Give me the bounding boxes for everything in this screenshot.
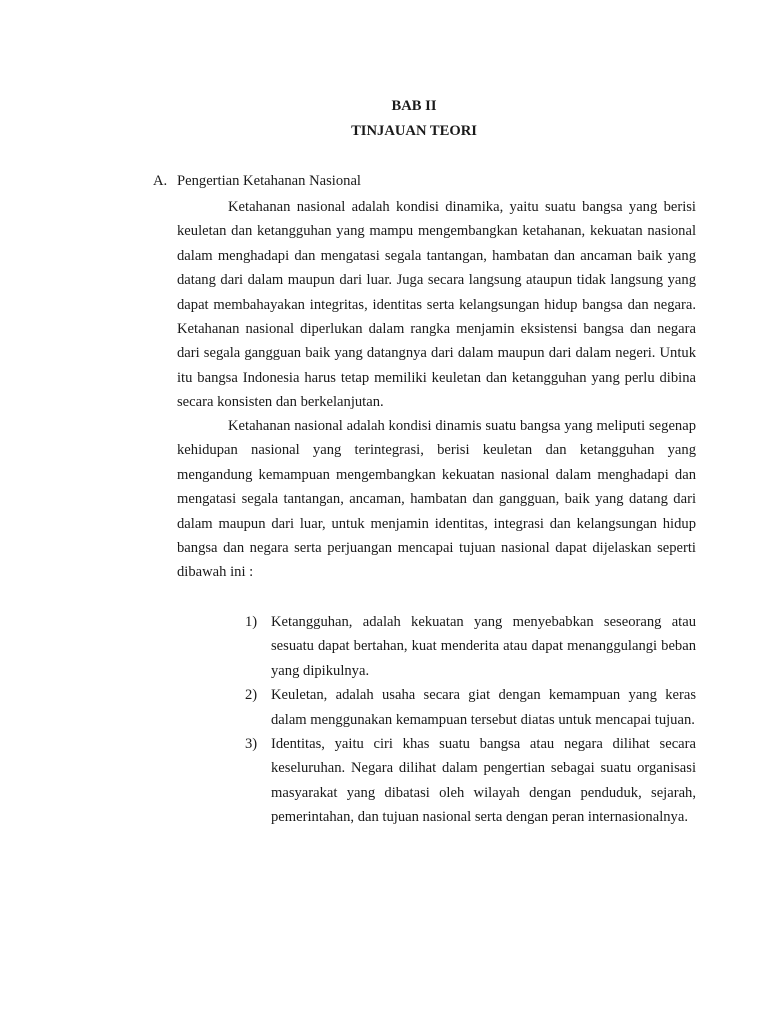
list-marker: 1) (245, 614, 258, 630)
paragraph-1: Ketahanan nasional adalah kondisi dinamika, yaitu suatu bangsa yang berisi keuletan dan ketangguhan yang mampu mengembangkan ketahanan, kekuatan nasional dalam menghadapi dan mengatasi segala tantangan, hambatan dan ancaman baik yang datang dari dalam maupun dari luar. Juga secara langsung ataupun tidak langsung yang dapat membahayakan integritas, identitas serta kelangsungan hidup bangsa dan negara. Ketahanan nasional diperlukan dalam rangka menjamin eksistensi bangsa dan negara dari segala gangguan baik yang datangnya dari dalam maupun dari dalam negeri. Untuk itu bangsa Indonesia harus tetap memiliki keuletan dan ketangguhan yang perlu dibina secara konsisten dan berkelanjutan. (177, 199, 696, 411)
chapter-title: TINJAUAN TEORI (351, 123, 477, 139)
section-letter: A. (153, 173, 168, 189)
paragraph-2: Ketahanan nasional adalah kondisi dinamis suatu bangsa yang meliputi segenap kehidupan nasional yang terintegrasi, berisi keuletan dan ketangguhan yang mengandung kemampuan mengembangkan kekuatan nasional dalam menghadapi dan mengatasi segala tantangan, ancaman, hambatan dan gangguan, baik yang datang dari dalam maupun dari luar, untuk menjamin identitas, integrasi dan kelangsungan hidup bangsa dan negara serta perjuangan mencapai tujuan nasional dapat dijelaskan seperti dibawah ini : (177, 418, 696, 581)
list-item (0, 610, 696, 683)
list-item (0, 683, 696, 732)
list-item (0, 732, 696, 830)
list-marker: 3) (245, 736, 258, 753)
section-heading (153, 172, 361, 190)
list-item-text: Keuletan, adalah usaha secara giat dengan kemampuan yang keras dalam menggunakan kemampuan tersebut diatas untuk mencapai tujuan. (271, 687, 696, 728)
numbered-list (0, 610, 696, 830)
list-item-text: Ketangguhan, adalah kekuatan yang menyebabkan seseorang atau sesuatu dapat bertahan, kuat menderita atau dapat menanggulangi beban yang dipikulnya. (271, 614, 696, 679)
section-title: Pengertian Ketahanan Nasional (177, 173, 361, 189)
chapter-number: BAB II (391, 98, 437, 114)
list-marker: 2) (245, 687, 258, 704)
list-item-text: Identitas, yaitu ciri khas suatu bangsa atau negara dilihat secara keseluruhan. Negara dilihat dalam pengertian sebagai suatu organisasi masyarakat yang dibatasi oleh wilayah dengan penduduk, sejarah, pemerintahan, dan tujuan nasional serta dengan peran internasionalnya. (271, 736, 696, 826)
